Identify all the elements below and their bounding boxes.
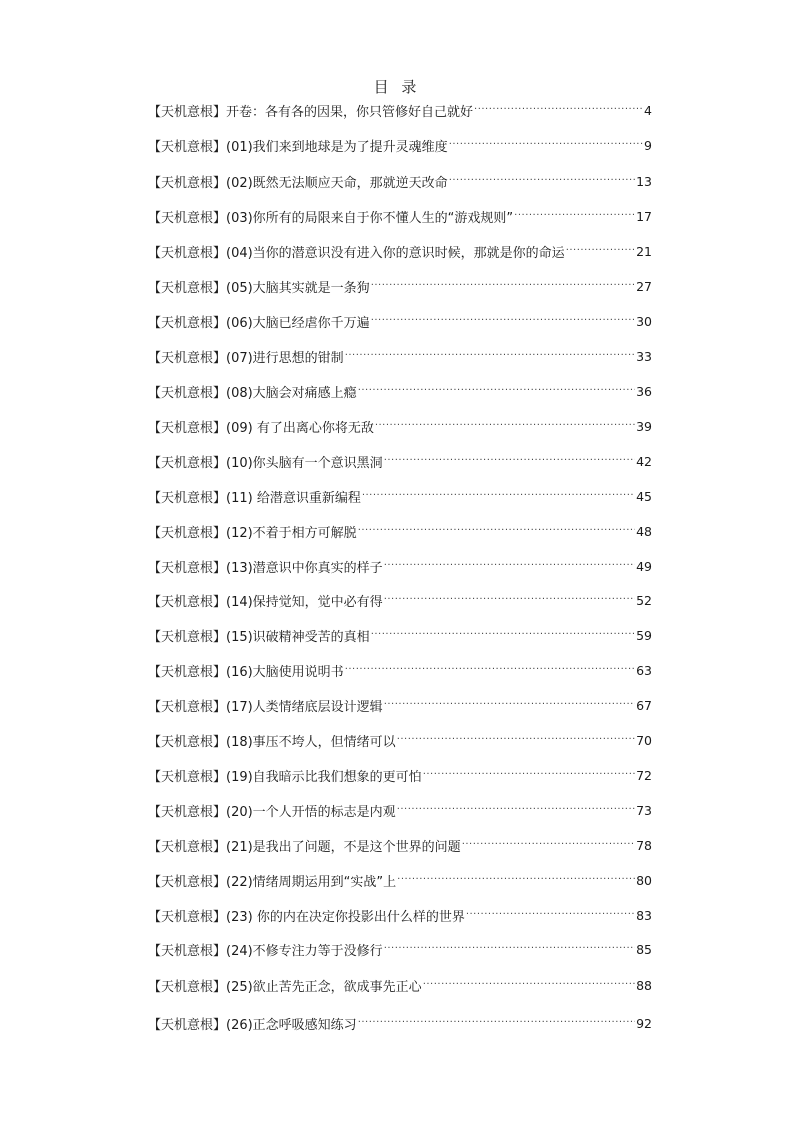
toc-entry-page: 45 [636, 488, 652, 504]
toc-entry[interactable] [148, 870, 652, 890]
toc-entry-page: 33 [636, 348, 652, 364]
toc-entry-page: 67 [636, 697, 652, 713]
toc-entry[interactable] [148, 416, 652, 436]
toc-entry-title: 【天机意根】(08)大脑会对痛感上瘾 [148, 385, 357, 401]
dot-leader [371, 279, 635, 293]
dot-leader [514, 209, 635, 223]
toc-entry-title: 【天机意根】(05)大脑其实就是一条狗 [148, 280, 370, 296]
toc-entry-title: 【天机意根】(18)事压不垮人，但情绪可以 [148, 734, 396, 750]
toc-entry-title: 【天机意根】(15)识破精神受苦的真相 [148, 629, 370, 645]
dot-leader [362, 489, 635, 503]
toc-entry[interactable] [148, 521, 652, 541]
dot-leader [358, 1016, 635, 1030]
toc-entry[interactable] [148, 346, 652, 366]
toc-entry-page: 78 [636, 837, 652, 853]
toc-entry-page: 48 [636, 523, 652, 539]
toc-entry-title: 【天机意根】(20)一个人开悟的标志是内观 [148, 804, 396, 820]
dot-leader [345, 349, 635, 363]
toc-entry-title: 【天机意根】(22)情绪周期运用到“实战”上 [148, 874, 397, 890]
toc-entry-page: 80 [636, 872, 652, 888]
toc-entry[interactable] [148, 590, 652, 610]
toc-entry-title: 【天机意根】(26)正念呼吸感知练习 [148, 1017, 357, 1033]
toc-entry-title: 【天机意根】(01)我们来到地球是为了提升灵魂维度 [148, 139, 448, 155]
toc-entry-page: 42 [636, 453, 652, 469]
toc-entry-page: 59 [636, 627, 652, 643]
toc-entry-page: 36 [636, 383, 652, 399]
toc-entry-page: 92 [636, 1015, 652, 1031]
toc-entry-title: 【天机意根】(02)既然无法顺应天命，那就逆天改命 [148, 175, 448, 191]
dot-leader [371, 314, 635, 328]
toc-entry-title: 【天机意根】(17)人类情绪底层设计逻辑 [148, 699, 383, 715]
toc-entry-page: 52 [636, 592, 652, 608]
toc-entry-title: 【天机意根】(03)你所有的局限来自于你不懂人生的“游戏规则” [148, 210, 514, 226]
toc-entry-page: 21 [636, 243, 652, 259]
toc-entry-title: 【天机意根】(24)不修专注力等于没修行 [148, 943, 383, 959]
toc-entry[interactable] [148, 1013, 652, 1033]
toc-entry[interactable] [148, 905, 652, 925]
toc-entry-page: 13 [636, 173, 652, 189]
toc-entry-title: 【天机意根】(04)当你的潜意识没有进入你的意识时候，那就是你的命运 [148, 245, 565, 261]
dot-leader [358, 524, 635, 538]
toc-entry-title: 【天机意根】(07)进行思想的钳制 [148, 350, 344, 366]
toc-entry-title: 【天机意根】(23) 你的内在决定你投影出什么样的世界 [148, 909, 465, 925]
toc-entry-page: 27 [636, 278, 652, 294]
toc-entry-title: 【天机意根】(12)不着于相方可解脱 [148, 525, 357, 541]
dot-leader [449, 174, 635, 188]
dot-leader [397, 803, 635, 817]
toc-entry-title: 【天机意根】(11) 给潜意识重新编程 [148, 490, 361, 506]
toc-entry-page: 63 [636, 662, 652, 678]
toc-entry[interactable] [148, 695, 652, 715]
dot-leader [371, 628, 635, 642]
toc-entry-page: 17 [636, 208, 652, 224]
dot-leader [384, 454, 635, 468]
toc-entry[interactable] [148, 975, 652, 995]
toc-entry-title: 【天机意根】(09) 有了出离心你将无敌 [148, 420, 374, 436]
dot-leader [474, 103, 643, 117]
dot-leader [566, 244, 635, 258]
toc-entry-page: 85 [636, 941, 652, 957]
dot-leader [384, 593, 635, 607]
toc-entry-page: 72 [636, 767, 652, 783]
toc-entry[interactable] [148, 486, 652, 506]
toc-entry[interactable] [148, 135, 652, 155]
toc-entry-title: 【天机意根】(21)是我出了问题，不是这个世界的问题 [148, 839, 461, 855]
dot-leader [423, 768, 635, 782]
toc-entry-page: 88 [636, 977, 652, 993]
toc-entry-page: 39 [636, 418, 652, 434]
toc-entry-title: 【天机意根】开卷：各有各的因果，你只管修好自己就好 [148, 104, 474, 120]
toc-entry[interactable] [148, 660, 652, 680]
dot-leader [384, 698, 635, 712]
toc-entry-page: 30 [636, 313, 652, 329]
dot-leader [397, 873, 635, 887]
toc-entry[interactable] [148, 835, 652, 855]
dot-leader [345, 663, 635, 677]
dot-leader [375, 419, 635, 433]
dot-leader [449, 138, 643, 152]
toc-entry-title: 【天机意根】(25)欲止苦先正念，欲成事先正心 [148, 979, 422, 995]
toc-entry-title: 【天机意根】(06)大脑已经虐你千万遍 [148, 315, 370, 331]
toc-entry[interactable] [148, 171, 652, 191]
dot-leader [358, 384, 635, 398]
toc-entry[interactable] [148, 556, 652, 576]
page-title: 目 录 [373, 78, 421, 96]
dot-leader [384, 559, 635, 573]
toc-entry-title: 【天机意根】(16)大脑使用说明书 [148, 664, 344, 680]
toc-entry[interactable] [148, 625, 652, 645]
dot-leader [397, 733, 635, 747]
toc-entry[interactable] [148, 276, 652, 296]
toc-entry[interactable] [148, 730, 652, 750]
toc-entry-title: 【天机意根】(19)自我暗示比我们想象的更可怕 [148, 769, 422, 785]
toc-entry-page: 49 [636, 558, 652, 574]
toc-entry[interactable] [148, 939, 652, 959]
dot-leader [384, 942, 635, 956]
toc-entry-page: 9 [644, 137, 652, 153]
toc-entry-title: 【天机意根】(10)你头脑有一个意识黑洞 [148, 455, 383, 471]
toc-entry[interactable] [148, 765, 652, 785]
toc-entry-page: 4 [644, 102, 652, 118]
toc-entry-title: 【天机意根】(13)潜意识中你真实的样子 [148, 560, 383, 576]
toc-entry[interactable] [148, 311, 652, 331]
toc-entry[interactable] [148, 800, 652, 820]
toc-entry-page: 70 [636, 732, 652, 748]
dot-leader [423, 978, 635, 992]
toc-entry[interactable] [148, 100, 652, 120]
dot-leader [462, 838, 635, 852]
toc-entry-page: 83 [636, 907, 652, 923]
toc-entry[interactable] [148, 241, 652, 261]
toc-entry-page: 73 [636, 802, 652, 818]
toc-entry[interactable] [148, 206, 652, 226]
toc-entry-title: 【天机意根】(14)保持觉知，觉中必有得 [148, 594, 383, 610]
toc-entry[interactable] [148, 381, 652, 401]
toc-entry[interactable] [148, 451, 652, 471]
dot-leader [466, 908, 635, 922]
